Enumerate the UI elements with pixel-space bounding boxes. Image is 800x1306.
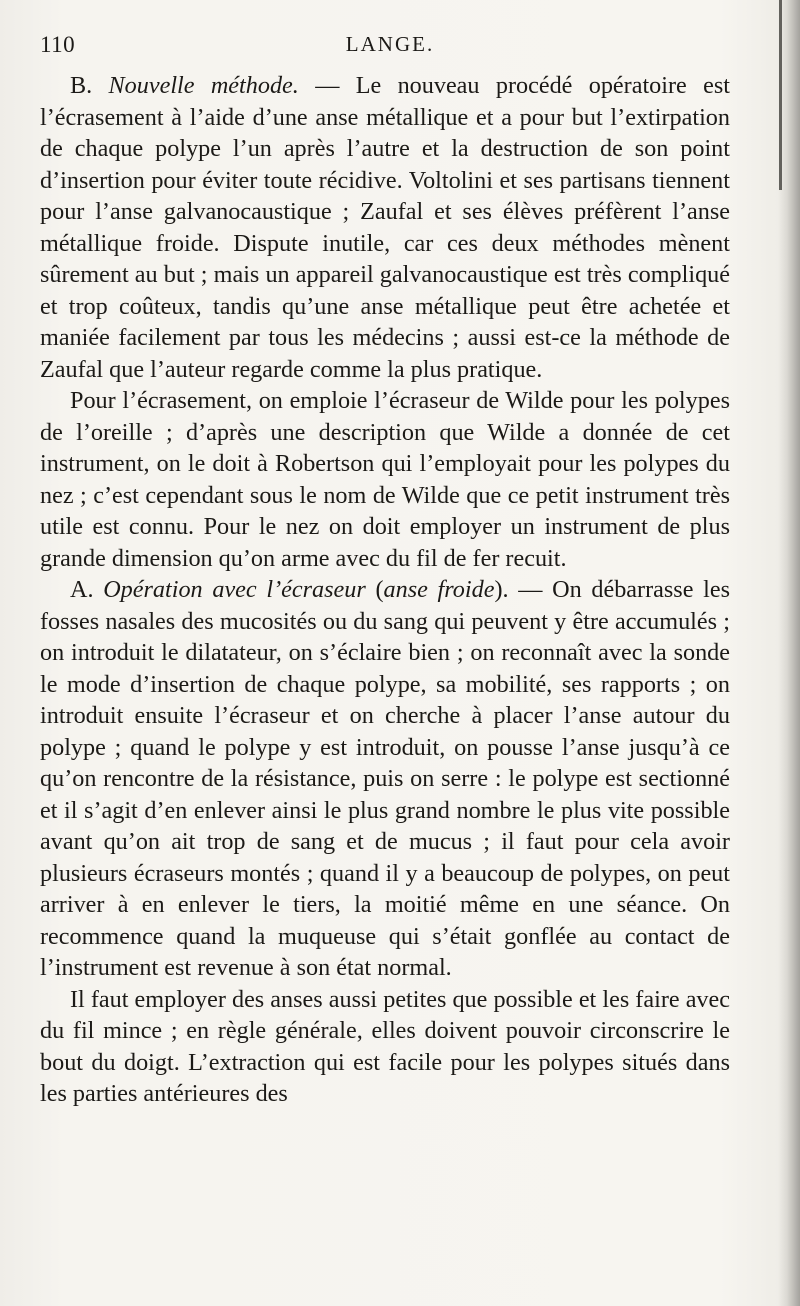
paragraph-ecrasement (40, 385, 730, 574)
running-head: LANGE. (345, 32, 435, 56)
paragraph-anses (40, 984, 730, 1110)
section-label: B. (70, 72, 93, 99)
page-header (40, 32, 740, 72)
page-number: 110 (40, 32, 76, 57)
paragraph-nouvelle-methode (40, 70, 730, 385)
section-heading: Opération avec l’écraseur (103, 576, 366, 603)
section-heading: Nouvelle méthode. (108, 72, 299, 99)
paragraph-text: — Le nouveau procédé opératoire est l’écrasement à l’aide d’une anse métallique et a pour but l’extirpation de chaque polype l’un après l’autre et la destruction de son point d’insertion pour éviter toute récidive. Voltolini et ses partisans tiennent pour l’anse galvanocaustique ; Zaufal et ses élèves préfèrent l’anse métallique froide. Dispute inutile, car ces deux méthodes mènent sûrement au but ; mais un appareil galvanocaustique est très compliqué et trop coûteux, tandis qu’une anse métallique peut être achetée et maniée facilement par tous les médecins ; aussi est-ce la méthode de Zaufal que l’auteur regarde comme la plus pratique. (40, 72, 730, 383)
binding-shadow (778, 0, 800, 1306)
section-heading-parenthetical: anse froide (383, 576, 495, 603)
body-text (40, 70, 730, 1110)
paragraph-text: Il faut employer des anses aussi petites que possible et les faire avec du fil mince ; en règle générale, elles doivent pouvoir circonscrire le bout du doigt. L’extraction qui est facile pour les polypes situés dans les parties antérieures des (40, 985, 730, 1107)
paragraph-text: . — On débarrasse les fosses nasales des mucosités ou du sang qui peuvent y être accumulés ; on introduit le dilatateur, on s’éclaire bien ; on reconnaît avec la sonde le mode d’insertion de chaque polype, sa mobilité, ses rapports ; on introduit ensuite l’écraseur et on cherche à placer l’anse autour du polype ; quand le polype y est introduit, on pousse l’anse jusqu’à ce qu’on rencontre de la résistance, puis on serre : le polype est sectionné et il s’agit d’en enlever ainsi le plus grand nombre le plus vite possible avant qu’on ait trop de sang et de mucus ; il faut pour cela avoir plusieurs écraseurs montés ; quand il y a beaucoup de polypes, on peut arriver à en enlever le tiers, la moitié même en une séance. On recommence quand la muqueuse qui s’était gonflée au contact de l’instrument est revenue à son état normal. (40, 576, 731, 981)
paragraph-text: Pour l’écrasement, on emploie l’écraseur de Wilde pour les polypes de l’oreille ; d’après une description que Wilde a donnée de cet instrument, on le doit à Robertson qui l’employait pour les polypes du nez ; c’est cependant sous le nom de Wilde que ce petit instrument très utile est connu. Pour le nez on doit employer un instrument de plus grande dimension qu’on arme avec du fil de fer recuit. (40, 387, 730, 572)
margin-rule (779, 0, 782, 190)
section-label: A. (70, 576, 94, 603)
paragraph-operation-ecraseur: A. Opération avec l’écraseur (anse froide). — On débarrasse les fosses nasales des mucosités ou du sang qui peuvent y être accumulés ; on introduit le dilatateur, on s’éclaire bien ; on reconnaît avec la sonde le mode d’insertion de chaque polype, sa mobilité, ses rapports ; on introduit ensuite l’écraseur et on cherche à placer l’anse autour du polype ; quand le polype y est introduit, on pousse l’anse jusqu’à ce qu’on rencontre de la résistance, puis on serre : le polype est sectionné et il s’agit d’en enlever ainsi le plus grand nombre le plus vite possible avant qu’on ait trop de sang et de mucus ; il faut pour cela avoir plusieurs écraseurs montés ; quand il y a beaucoup de polypes, on peut arriver à en enlever le tiers, la moitié même en une séance. On recommence quand la muqueuse qui s’était gonflée au contact de l’instrument est revenue à son état normal. (40, 576, 731, 981)
